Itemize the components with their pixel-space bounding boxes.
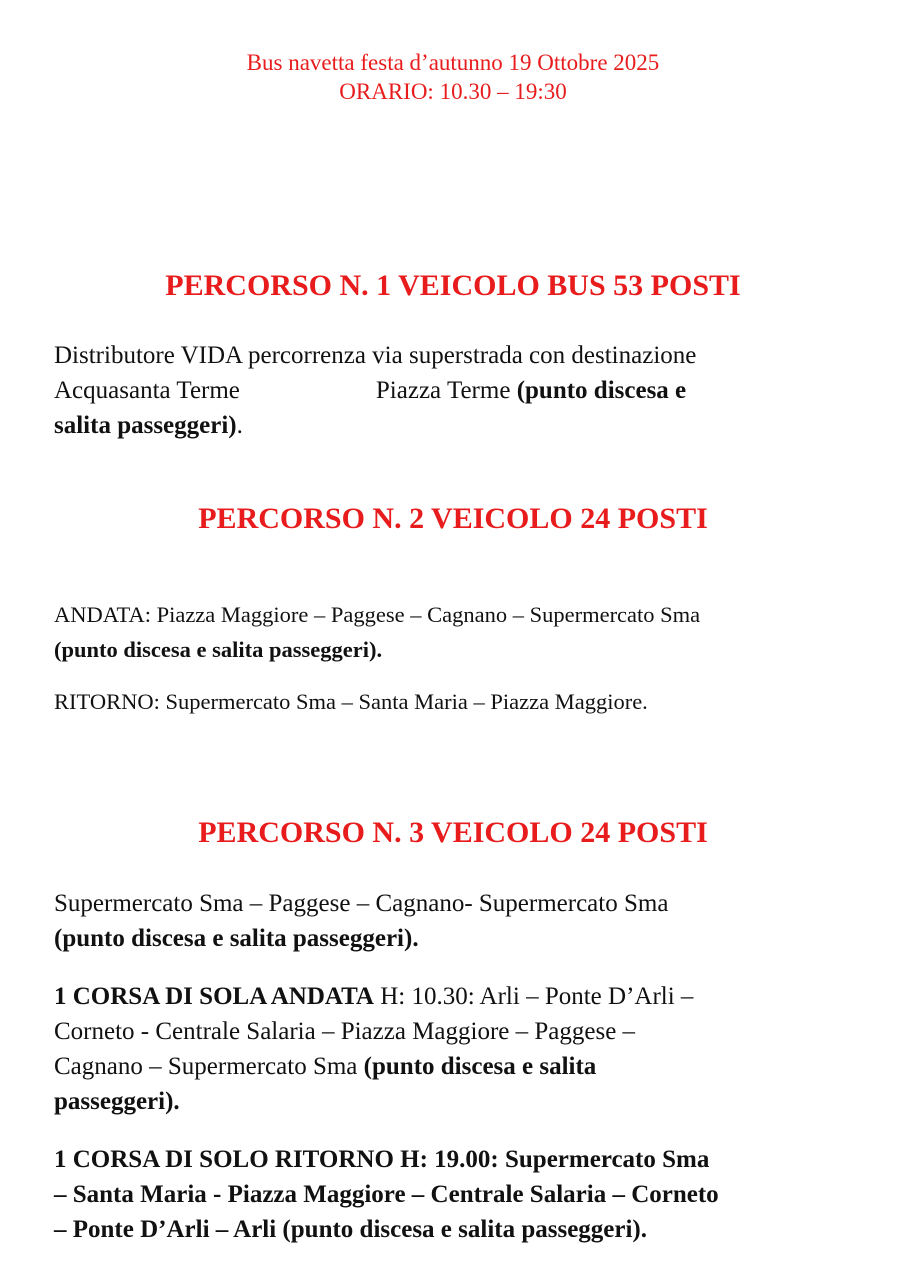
route-1-heading: PERCORSO N. 1 VEICOLO BUS 53 POSTI: [165, 269, 741, 302]
route-3-andata-bold-b: passeggeri).: [54, 1088, 180, 1115]
route-3-andata-label: 1 CORSA DI SOLA ANDATA: [54, 983, 374, 1010]
route-3-ritorno-l2: – Santa Maria - Piazza Maggiore – Centrale Salaria – Corneto: [54, 1181, 719, 1208]
route-1-bold-b: salita passeggeri): [54, 412, 237, 439]
document-header: [0, 48, 906, 106]
header-schedule: ORARIO: 10.30 – 19:30: [339, 79, 567, 104]
route-1-end: .: [236, 412, 243, 439]
route-1-text-c: Piazza Terme: [375, 377, 511, 404]
route-3-andata: [54, 979, 854, 1119]
route-2-andata-text: ANDATA: Piazza Maggiore – Paggese – Cagnano – Supermercato Sma: [54, 602, 701, 627]
route-3-andata-l2: Corneto - Centrale Salaria – Piazza Maggiore – Paggese –: [54, 1018, 636, 1045]
route-3-andata-l1: H: 10.30: Arli – Ponte D’Arli –: [373, 983, 694, 1010]
header-title: Bus navetta festa d’autunno 19 Ottobre 2025: [246, 50, 660, 75]
route-1-text-a: Distributore VIDA percorrenza via superstrada con destinazione: [54, 342, 697, 369]
route-1-bold-a: (punto discesa e: [516, 377, 687, 404]
route-3-description: [54, 886, 854, 956]
route-2-heading: PERCORSO N. 2 VEICOLO 24 POSTI: [198, 502, 708, 535]
route-3-ritorno-l1: 1 CORSA DI SOLO RITORNO H: 19.00: Supermercato Sma: [54, 1146, 710, 1173]
route-1-description: [54, 338, 854, 443]
route-3-ritorno: [54, 1142, 854, 1247]
route-2-andata-bold: (punto discesa e salita passeggeri).: [54, 637, 383, 662]
route-3-andata-bold-a: (punto discesa e salita: [363, 1053, 597, 1080]
route-3-heading: PERCORSO N. 3 VEICOLO 24 POSTI: [198, 816, 708, 849]
route-3-ritorno-l3: – Ponte D’Arli – Arli (punto discesa e salita passeggeri).: [54, 1216, 648, 1243]
route-3-bold: (punto discesa e salita passeggeri).: [54, 925, 419, 952]
route-1-text-b: Acquasanta Terme: [54, 377, 240, 404]
route-3-text: Supermercato Sma – Paggese – Cagnano- Supermercato Sma: [54, 890, 669, 917]
route-3-andata-l3: Cagnano – Supermercato Sma: [54, 1053, 364, 1080]
route-2-andata: [54, 597, 854, 667]
route-2-ritorno: RITORNO: Supermercato Sma – Santa Maria – Piazza Maggiore.: [54, 689, 648, 714]
